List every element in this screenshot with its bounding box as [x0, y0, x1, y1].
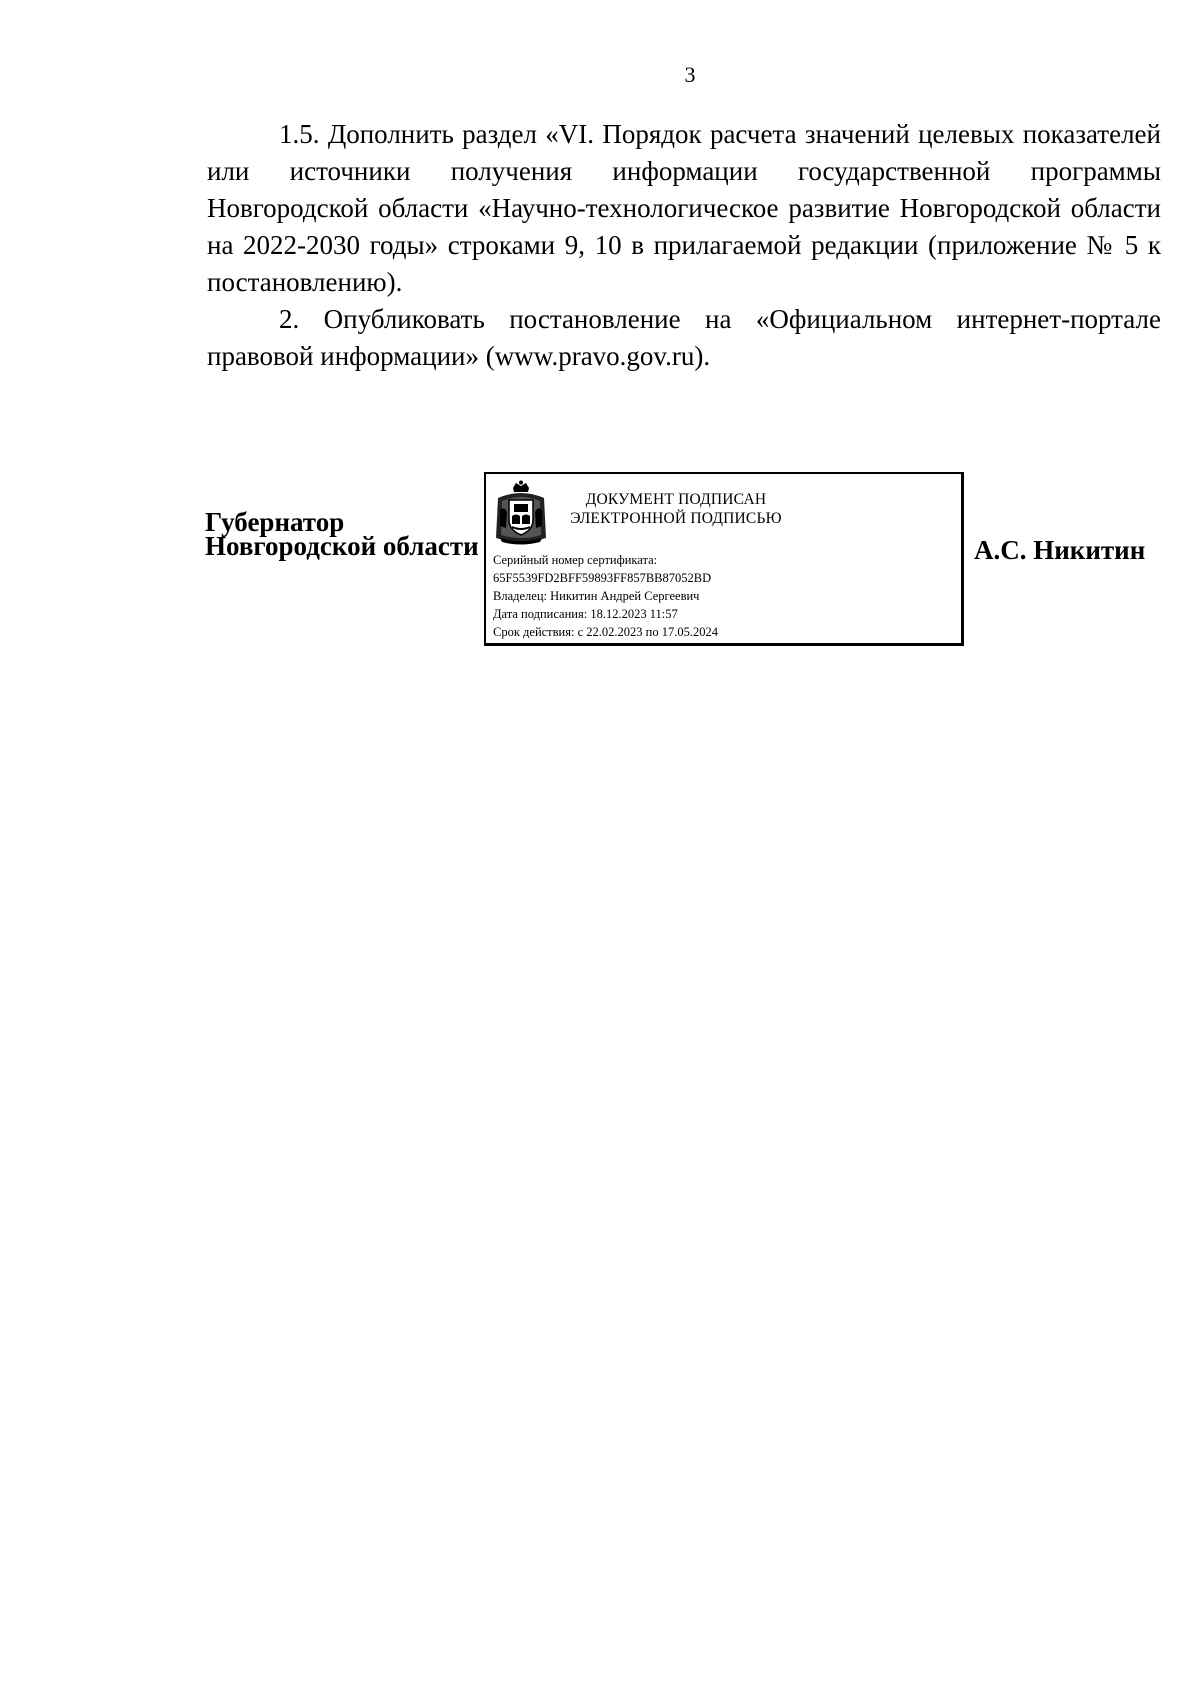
certificate-owner: Владелец: Никитин Андрей Сергеевич	[493, 589, 700, 603]
document-body	[207, 116, 1161, 375]
stamp-heading-line-1: ДОКУМЕНТ ПОДПИСАН	[585, 491, 767, 508]
stamp-heading-line-2: ЭЛЕКТРОННОЙ ПОДПИСЬЮ	[570, 510, 782, 527]
paragraph-2: 2. Опубликовать постановление на «Официальном интернет-портале правовой информации» (www.pravo.gov.ru).	[207, 304, 1161, 371]
stamp-heading	[556, 490, 796, 528]
stamp-details	[493, 551, 718, 641]
coat-of-arms-icon	[494, 480, 548, 546]
position-line-2: Новгородской области	[205, 531, 479, 561]
position-line-1: Губернатор	[205, 507, 345, 537]
signing-date: Дата подписания: 18.12.2023 11:57	[493, 607, 678, 621]
certificate-validity: Срок действия: с 22.02.2023 по 17.05.2024	[493, 625, 718, 639]
certificate-serial-label: Серийный номер сертификата:	[493, 553, 658, 567]
page-number: 3	[684, 62, 696, 87]
certificate-serial-value: 65F5539FD2BFF59893FF857BB87052BD	[493, 571, 712, 585]
signatory-position	[205, 507, 479, 561]
electronic-signature-stamp	[484, 472, 964, 646]
signatory-name: А.С. Никитин	[974, 535, 1146, 565]
paragraph-1-5: 1.5. Дополнить раздел «VI. Порядок расчета значений целевых показателей или источники получения информации государственной программы Новгородской области «Научно-технологическое развитие Новгородской области на 2022-2030 годы» строками 9, 10 в прилагаемой редакции (приложение № 5 к постановлению).	[207, 119, 1161, 297]
